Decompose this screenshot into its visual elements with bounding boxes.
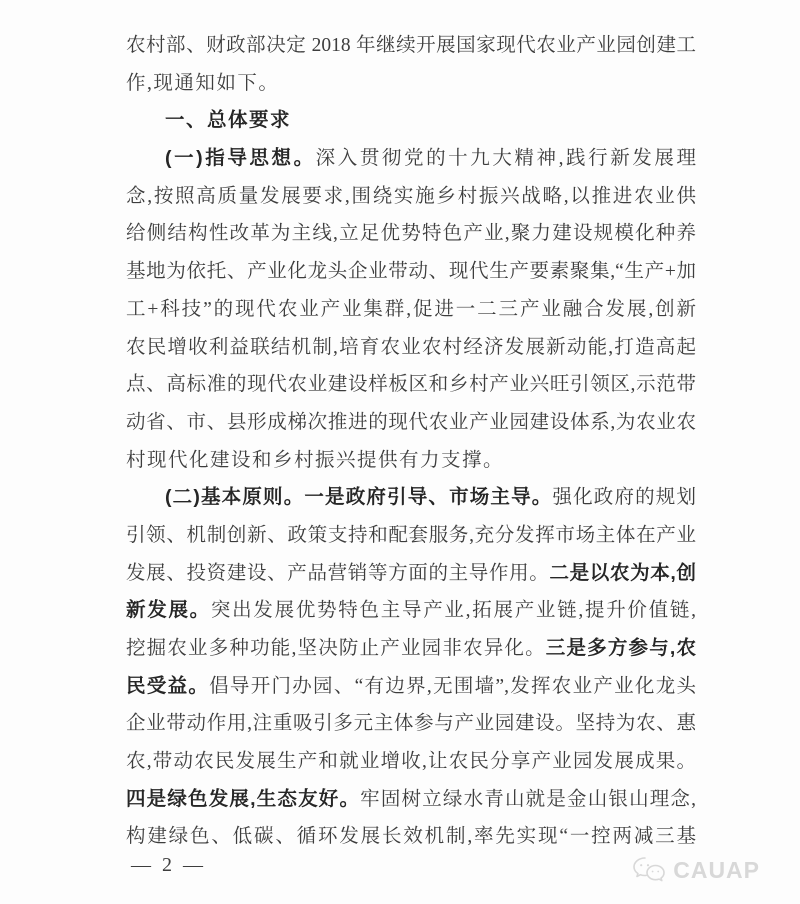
text-segment: 企业带动作用,注重吸引多元主体参与产业园建设。坚持为农、惠 [126, 713, 696, 735]
text-line [126, 178, 696, 216]
bold-text-segment: 二是以农为本,创 [549, 561, 696, 584]
text-line [126, 404, 696, 442]
text-line [126, 253, 696, 291]
text-line [126, 517, 696, 555]
text-segment: 构建绿色、低碳、循环发展长效机制,率先实现“一控两减三基 [126, 826, 696, 848]
text-line [126, 479, 696, 517]
page-number: — 2 — [131, 854, 206, 876]
text-line [126, 27, 696, 65]
text-line [126, 781, 696, 819]
text-segment: 挖掘农业多种功能,坚决防止产业园非农异化。 [126, 638, 546, 659]
text-segment: 倡导开门办园、“有边界,无围墙”,发挥农业产业化龙头 [209, 675, 696, 697]
text-segment: 深入贯彻党的十九大精神,践行新发展理 [315, 148, 696, 170]
bold-text-segment: (一)指导思想。 [165, 147, 316, 170]
text-segment: 牢固树立绿水青山就是金山银山理念, [360, 788, 696, 810]
text-segment: 工+科技”的现代农业产业集群,促进一二三产业融合发展,创新 [126, 298, 696, 320]
text-line [126, 668, 696, 706]
text-line [126, 102, 696, 140]
text-line [126, 442, 696, 480]
text-segment: 突出发展优势特色主导产业,拓展产业链,提升价值链, [210, 600, 696, 622]
bold-text-segment: 新发展。 [126, 599, 211, 622]
text-segment: 发展、投资建设、产品营销等方面的主导作用。 [126, 562, 550, 584]
wechat-logo-icon [632, 856, 666, 884]
document-body [126, 27, 696, 856]
text-segment: 点、高标准的现代农业建设样板区和乡村产业兴旺引领区,示范带 [126, 374, 696, 396]
text-segment: 强化政府的规划 [552, 487, 696, 509]
bold-text-segment: 三是多方参与,农 [545, 637, 696, 659]
bold-text-segment: 一、总体要求 [165, 109, 292, 132]
text-line [126, 215, 696, 253]
text-segment: 引领、机制创新、政策支持和配套服务,充分发挥市场主体在产业 [126, 524, 696, 546]
text-line [126, 291, 696, 329]
text-line [126, 555, 696, 593]
text-line [126, 705, 696, 743]
text-segment: 作,现通知如下。 [126, 72, 280, 94]
text-line [126, 140, 696, 178]
text-segment: 农村部、财政部决定 2018 年继续开展国家现代农业产业园创建工 [126, 35, 696, 56]
text-line [126, 818, 696, 856]
text-line [126, 329, 696, 367]
text-line [126, 366, 696, 404]
text-line [126, 630, 696, 668]
bold-text-segment: 民受益。 [126, 674, 210, 697]
text-segment: 村现代化建设和乡村振兴提供有力支撑。 [126, 449, 505, 471]
text-segment: 农民增收利益联结机制,培育农业农村经济发展新动能,打造高起 [126, 336, 696, 358]
text-segment: 基地为依托、产业化龙头企业带动、现代生产要素聚集,“生产+加 [126, 261, 696, 283]
text-segment: 念,按照高质量发展要求,围绕实施乡村振兴战略,以推进农业供 [126, 185, 696, 207]
watermark-label: CAUAP [673, 856, 760, 883]
text-line [126, 592, 696, 630]
text-segment: 动省、市、县形成梯次推进的现代农业产业园建设体系,为农业农 [126, 411, 696, 433]
text-line [126, 65, 696, 103]
text-segment: 农,带动农民发展生产和就业增收,让农民分享产业园发展成果。 [126, 751, 696, 773]
bold-text-segment: (二)基本原则。一是政府引导、市场主导。 [165, 486, 553, 509]
text-segment: 给侧结构性改革为主线,立足优势特色产业,聚力建设规模化种养 [126, 223, 696, 245]
bold-text-segment: 四是绿色发展,生态友好。 [126, 787, 361, 810]
watermark [632, 856, 760, 884]
text-line [126, 743, 696, 781]
